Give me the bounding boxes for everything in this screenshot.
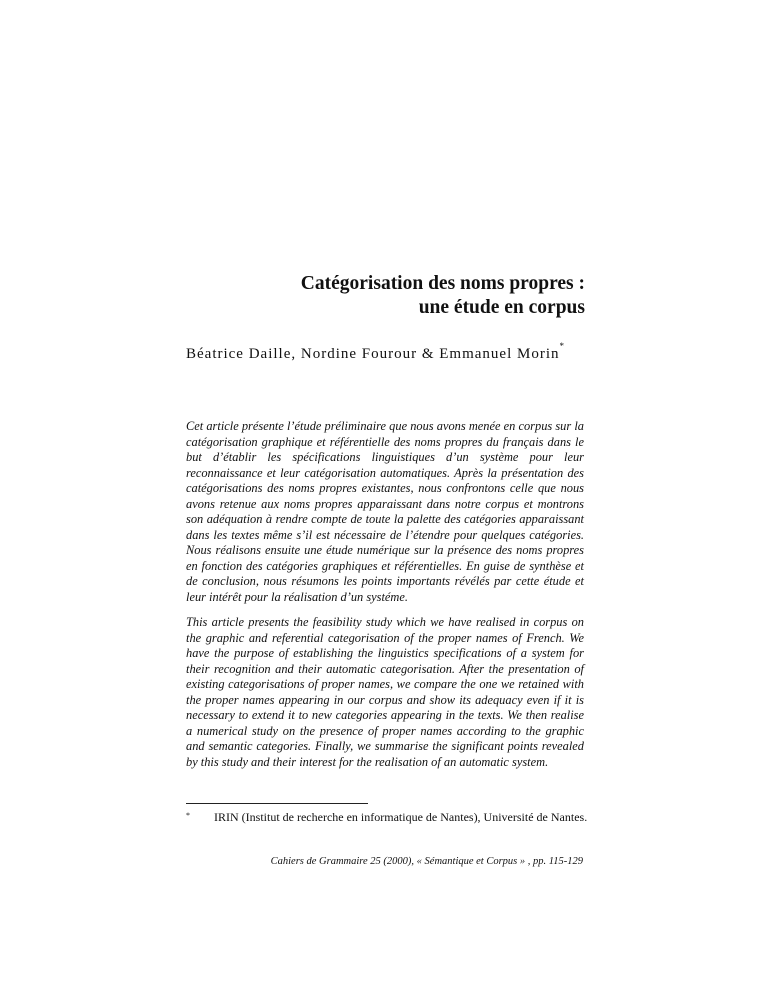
footnote (186, 810, 587, 826)
footnote-marker: * (186, 811, 190, 820)
footnote-text: IRIN (Institut de recherche en informatique de Nantes), Université de Nantes. (214, 810, 588, 824)
author-list (186, 341, 564, 363)
abstract-french: Cet article présente l’étude préliminaire que nous avons menée en corpus sur la catégorisation graphique et référentielle des noms propres du français dans le but d’établir les spécifications linguistiques d’un système pour leur reconnaissance et leur catégorisation automatiques. Après la présentation des catégorisations des noms propres existantes, nous confrontons celle que nous avons retenue aux noms propres apparaissant dans notre corpus et montrons son adéquation à rendre compte de toute la palette des catégories apparaissant dans les textes même s’il est nécessaire de l’étendre pour quelques catégories. Nous réalisons ensuite une étude numérique sur la présence des noms propres en fonction des catégories graphiques et référentielles. En guise de synthèse et de conclusion, nous résumons les points importants révélés par cette étude et leur intérêt pour la réalisation d’un systéme. (186, 419, 584, 604)
title-line-2: une étude en corpus (418, 297, 585, 318)
title-line-1: Catégorisation des noms propres : (300, 273, 585, 294)
article-title (301, 272, 585, 320)
author-footnote-marker: * (559, 341, 564, 351)
footnote-divider (186, 803, 368, 804)
author-names: Béatrice Daille, Nordine Fourour & Emmanuel Morin (186, 346, 560, 362)
journal-citation: Cahiers de Grammaire 25 (2000), « Sémantique et Corpus » , pp. 115-129 (270, 856, 583, 867)
abstract-english: This article presents the feasibility study which we have realised in corpus on the graphic and referential categorisation of the proper names of French. We have the purpose of establishing the linguistics specifications of a system for their recognition and their automatic categorisation. After the presentation of existing categorisations of proper names, we compare the one we retained with the proper names appearing in our corpus and show its adequacy even if it is necessary to extend it to new categories appearing in the texts. We then realise a numerical study on the presence of proper names according to the graphic and semantic categories. Finally, we summarise the significant points revealed by this study and their interest for the realisation of an automatic system. (186, 615, 584, 769)
